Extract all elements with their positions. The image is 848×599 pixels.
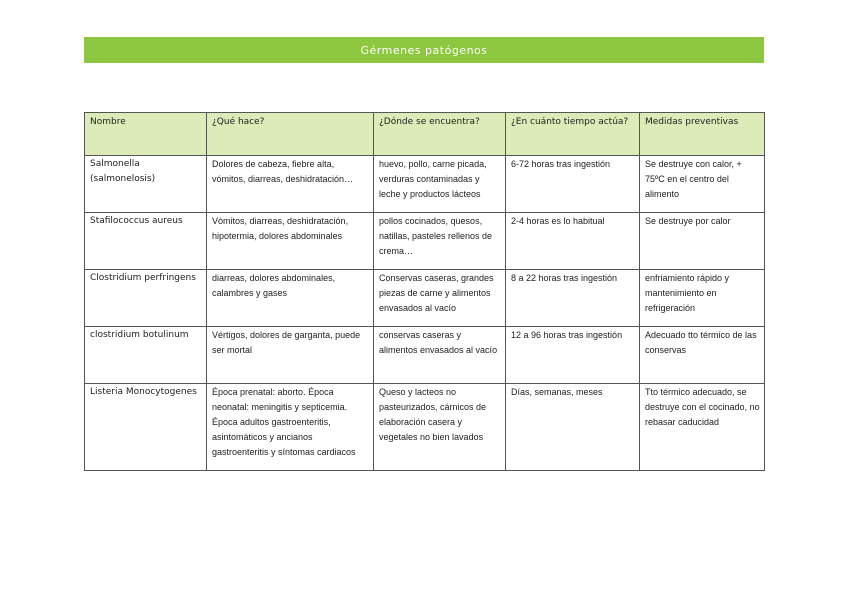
table-row — [85, 270, 765, 327]
table-row — [85, 213, 765, 270]
cell-donde: conservas caseras y alimentos envasados al vacío — [374, 327, 506, 384]
header-nombre: Nombre — [85, 113, 207, 156]
title-banner — [84, 37, 764, 63]
cell-medidas: Adecuado tto térmico de las conservas — [640, 327, 765, 384]
table-row — [85, 156, 765, 213]
cell-medidas: Se destruye con calor, + 75ºC en el centro del alimento — [640, 156, 765, 213]
cell-tiempo: 2-4 horas es lo habitual — [506, 213, 640, 270]
cell-nombre: Listeria Monocytogenes — [85, 384, 207, 471]
cell-que-hace: Dolores de cabeza, fiebre alta, vómitos, diarreas, deshidratación… — [207, 156, 374, 213]
table-header-row — [85, 113, 765, 156]
page-title: Gérmenes patógenos — [360, 43, 488, 57]
cell-que-hace: Época prenatal: aborto. Época neonatal: meningitis y septicemia. Época adultos gastroenteritis, asintomáticos y ancianos gastroenteritis y síntomas cardiacos — [207, 384, 374, 471]
header-medidas: Medidas preventivas — [640, 113, 765, 156]
table-row — [85, 384, 765, 471]
cell-donde: huevo, pollo, carne picada, verduras contaminadas y leche y productos lácteos — [374, 156, 506, 213]
header-donde: ¿Dónde se encuentra? — [374, 113, 506, 156]
cell-que-hace: Vómitos, diarreas, deshidratación, hipotermia, dolores abdominales — [207, 213, 374, 270]
cell-medidas: Tto térmico adecuado, se destruye con el cocinado, no rebasar caducidad — [640, 384, 765, 471]
cell-tiempo: 12 a 96 horas tras ingestión — [506, 327, 640, 384]
cell-nombre: Salmonella (salmonelosis) — [85, 156, 207, 213]
cell-tiempo: Días, semanas, meses — [506, 384, 640, 471]
pathogens-table — [84, 112, 765, 471]
cell-medidas: enfriamiento rápido y mantenimiento en refrigeración — [640, 270, 765, 327]
cell-que-hace: diarreas, dolores abdominales, calambres y gases — [207, 270, 374, 327]
cell-nombre: Clostridium perfringens — [85, 270, 207, 327]
cell-nombre: clostridium botulinum — [85, 327, 207, 384]
cell-donde: pollos cocinados, quesos, natillas, pasteles rellenos de crema… — [374, 213, 506, 270]
cell-tiempo: 8 a 22 horas tras ingestión — [506, 270, 640, 327]
cell-medidas: Se destruye por calor — [640, 213, 765, 270]
table-row — [85, 327, 765, 384]
cell-que-hace: Vértigos, dolores de garganta, puede ser mortal — [207, 327, 374, 384]
header-tiempo: ¿En cuánto tiempo actúa? — [506, 113, 640, 156]
cell-nombre: Stafilococcus aureus — [85, 213, 207, 270]
cell-tiempo: 6-72 horas tras ingestión — [506, 156, 640, 213]
header-que-hace: ¿Qué hace? — [207, 113, 374, 156]
cell-donde: Queso y lacteos no pasteurizados, cárnicos de elaboración casera y vegetales no bien lavados — [374, 384, 506, 471]
cell-donde: Conservas caseras, grandes piezas de carne y alimentos envasados al vacío — [374, 270, 506, 327]
